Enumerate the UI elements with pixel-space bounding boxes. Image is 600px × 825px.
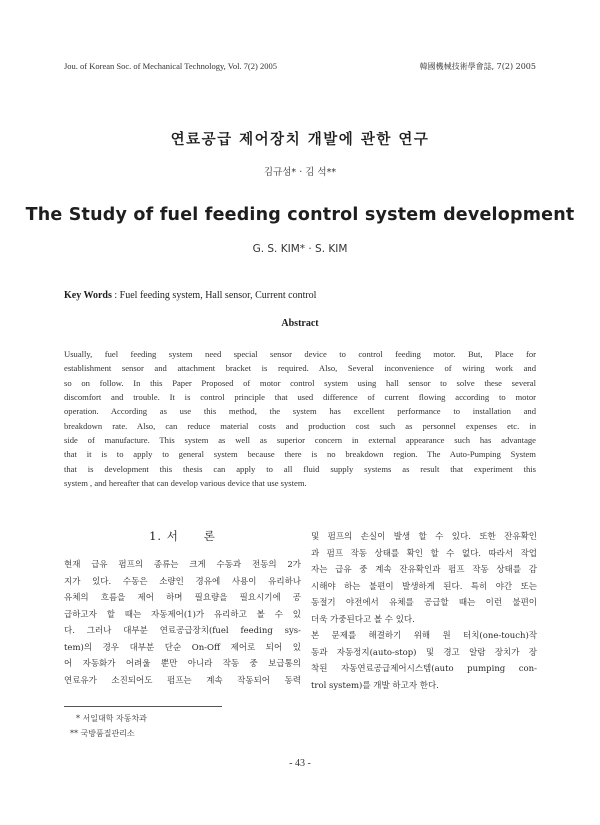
body-column-right bbox=[311, 529, 537, 694]
keywords bbox=[64, 290, 316, 301]
body-line: 어 자동화가 어려울 뿐만 아니라 작동 중 보급통의 bbox=[64, 659, 301, 669]
abstract-line: operation. According as use this method, the system has excellent performance to installation and bbox=[64, 406, 536, 417]
body-line: 및 펌프의 손실이 발생 할 수 있다. 또한 잔유확인 bbox=[311, 532, 537, 542]
body-line: 동절기 야전에서 유체를 공급할 때는 이런 불편이 bbox=[311, 598, 537, 608]
journal-header-left: Jou. of Korean Soc. of Mechanical Technology, Vol. 7(2) 2005 bbox=[64, 61, 277, 71]
body-line: 시해야 하는 불편이 발생하게 된다. 특히 야간 또는 bbox=[311, 581, 537, 592]
abstract-line: establishment sensor and attachment bracket is required. Also, Several inconvenience of wiring work and bbox=[64, 363, 536, 374]
footnote-affiliation-1: * 서일대학 자동차과 bbox=[76, 714, 147, 723]
title-english: The Study of fuel feeding control system development bbox=[25, 205, 575, 225]
abstract-line: system , and hereafter that can develop various device that use system. bbox=[64, 478, 307, 489]
title-korean: 연료공급 제어장치 개발에 관한 연구 bbox=[170, 131, 430, 148]
section-title-introduction: 1. 서 론 bbox=[149, 529, 216, 543]
abstract-line: Usually, fuel feeding system need special sensor device to control feeding motor. But, Place for bbox=[64, 349, 536, 359]
authors-korean: 김규섬* · 김 석** bbox=[263, 167, 337, 178]
body-column-left bbox=[64, 557, 301, 689]
body-line: 유체의 흐름을 제어 하며 필요량을 필요시기에 공 bbox=[64, 593, 301, 603]
body-line: 착된 자동연료공급제어시스템(auto pumping con- bbox=[311, 664, 537, 674]
journal-header-right: 韓國機械技術學會誌, 7(2) 2005 bbox=[419, 62, 536, 71]
abstract-line: that it is to apply to general system because there is no breakdown region. The Auto-Pumping System bbox=[64, 449, 536, 460]
abstract-heading: Abstract bbox=[281, 318, 319, 329]
abstract-line: breakdown rate. Also, can reduce material costs and production cost such as personnel expenses etc. in bbox=[64, 420, 536, 431]
abstract-line: so on follow. In this Paper Proposed of motor control system using hall sensor to solve these several bbox=[64, 377, 536, 388]
abstract-line: side of manufacture. This system as well as superior concern in external appearance such has advantage bbox=[64, 435, 536, 446]
body-line: 자는 급유 중 계속 잔유확인과 펌프 작동 상태를 감 bbox=[311, 565, 537, 575]
body-line: 다. 그러나 대부분 연료공급장치(fuel feeding sys- bbox=[64, 626, 301, 636]
footnote-affiliation-2: ** 국방품질관리소 bbox=[70, 729, 135, 738]
body-line: trol system)를 개발 하고자 한다. bbox=[311, 680, 439, 691]
keywords-label: Key Words bbox=[64, 290, 112, 301]
body-line: 동과 자동정지(auto-stop) 및 경고 알람 장치가 장 bbox=[311, 647, 537, 658]
body-line: 현재 급유 펌프의 종류는 크게 수동과 전동의 2가 bbox=[64, 560, 301, 570]
body-line: 연료유가 소진되어도 펌프는 계속 작동되어 동력 bbox=[64, 675, 301, 686]
abstract-line: discomfort and trouble. It is control principle that used difference of current flowing according to motor bbox=[64, 392, 536, 403]
keywords-text: : Fuel feeding system, Hall sensor, Current control bbox=[111, 290, 317, 301]
page-number: - 43 - bbox=[289, 758, 311, 769]
footnote-divider bbox=[64, 706, 222, 707]
authors-english: G. S. KIM* · S. KIM bbox=[252, 243, 348, 255]
body-line: 지가 있다. 수동은 소량인 경유에 사용이 유리하나 bbox=[64, 576, 301, 587]
abstract-body bbox=[64, 347, 536, 490]
body-line: 본 문제를 해결하기 위해 원 터치(one-touch)작 bbox=[311, 631, 537, 641]
body-line: 더욱 가중된다고 볼 수 있다. bbox=[311, 614, 415, 625]
body-line: 과 펌프 작동 상태를 확인 할 수 없다. 따라서 작업 bbox=[311, 548, 537, 559]
body-line: tem)의 경우 대부분 단순 On-Off 제어로 되어 있 bbox=[64, 642, 301, 653]
body-line: 급하고자 할 때는 자동제어(1)가 유리하고 볼 수 있 bbox=[64, 609, 301, 620]
abstract-line: that is development this thesis can apply to all fluid supply systems as result that experiment this bbox=[64, 463, 536, 474]
